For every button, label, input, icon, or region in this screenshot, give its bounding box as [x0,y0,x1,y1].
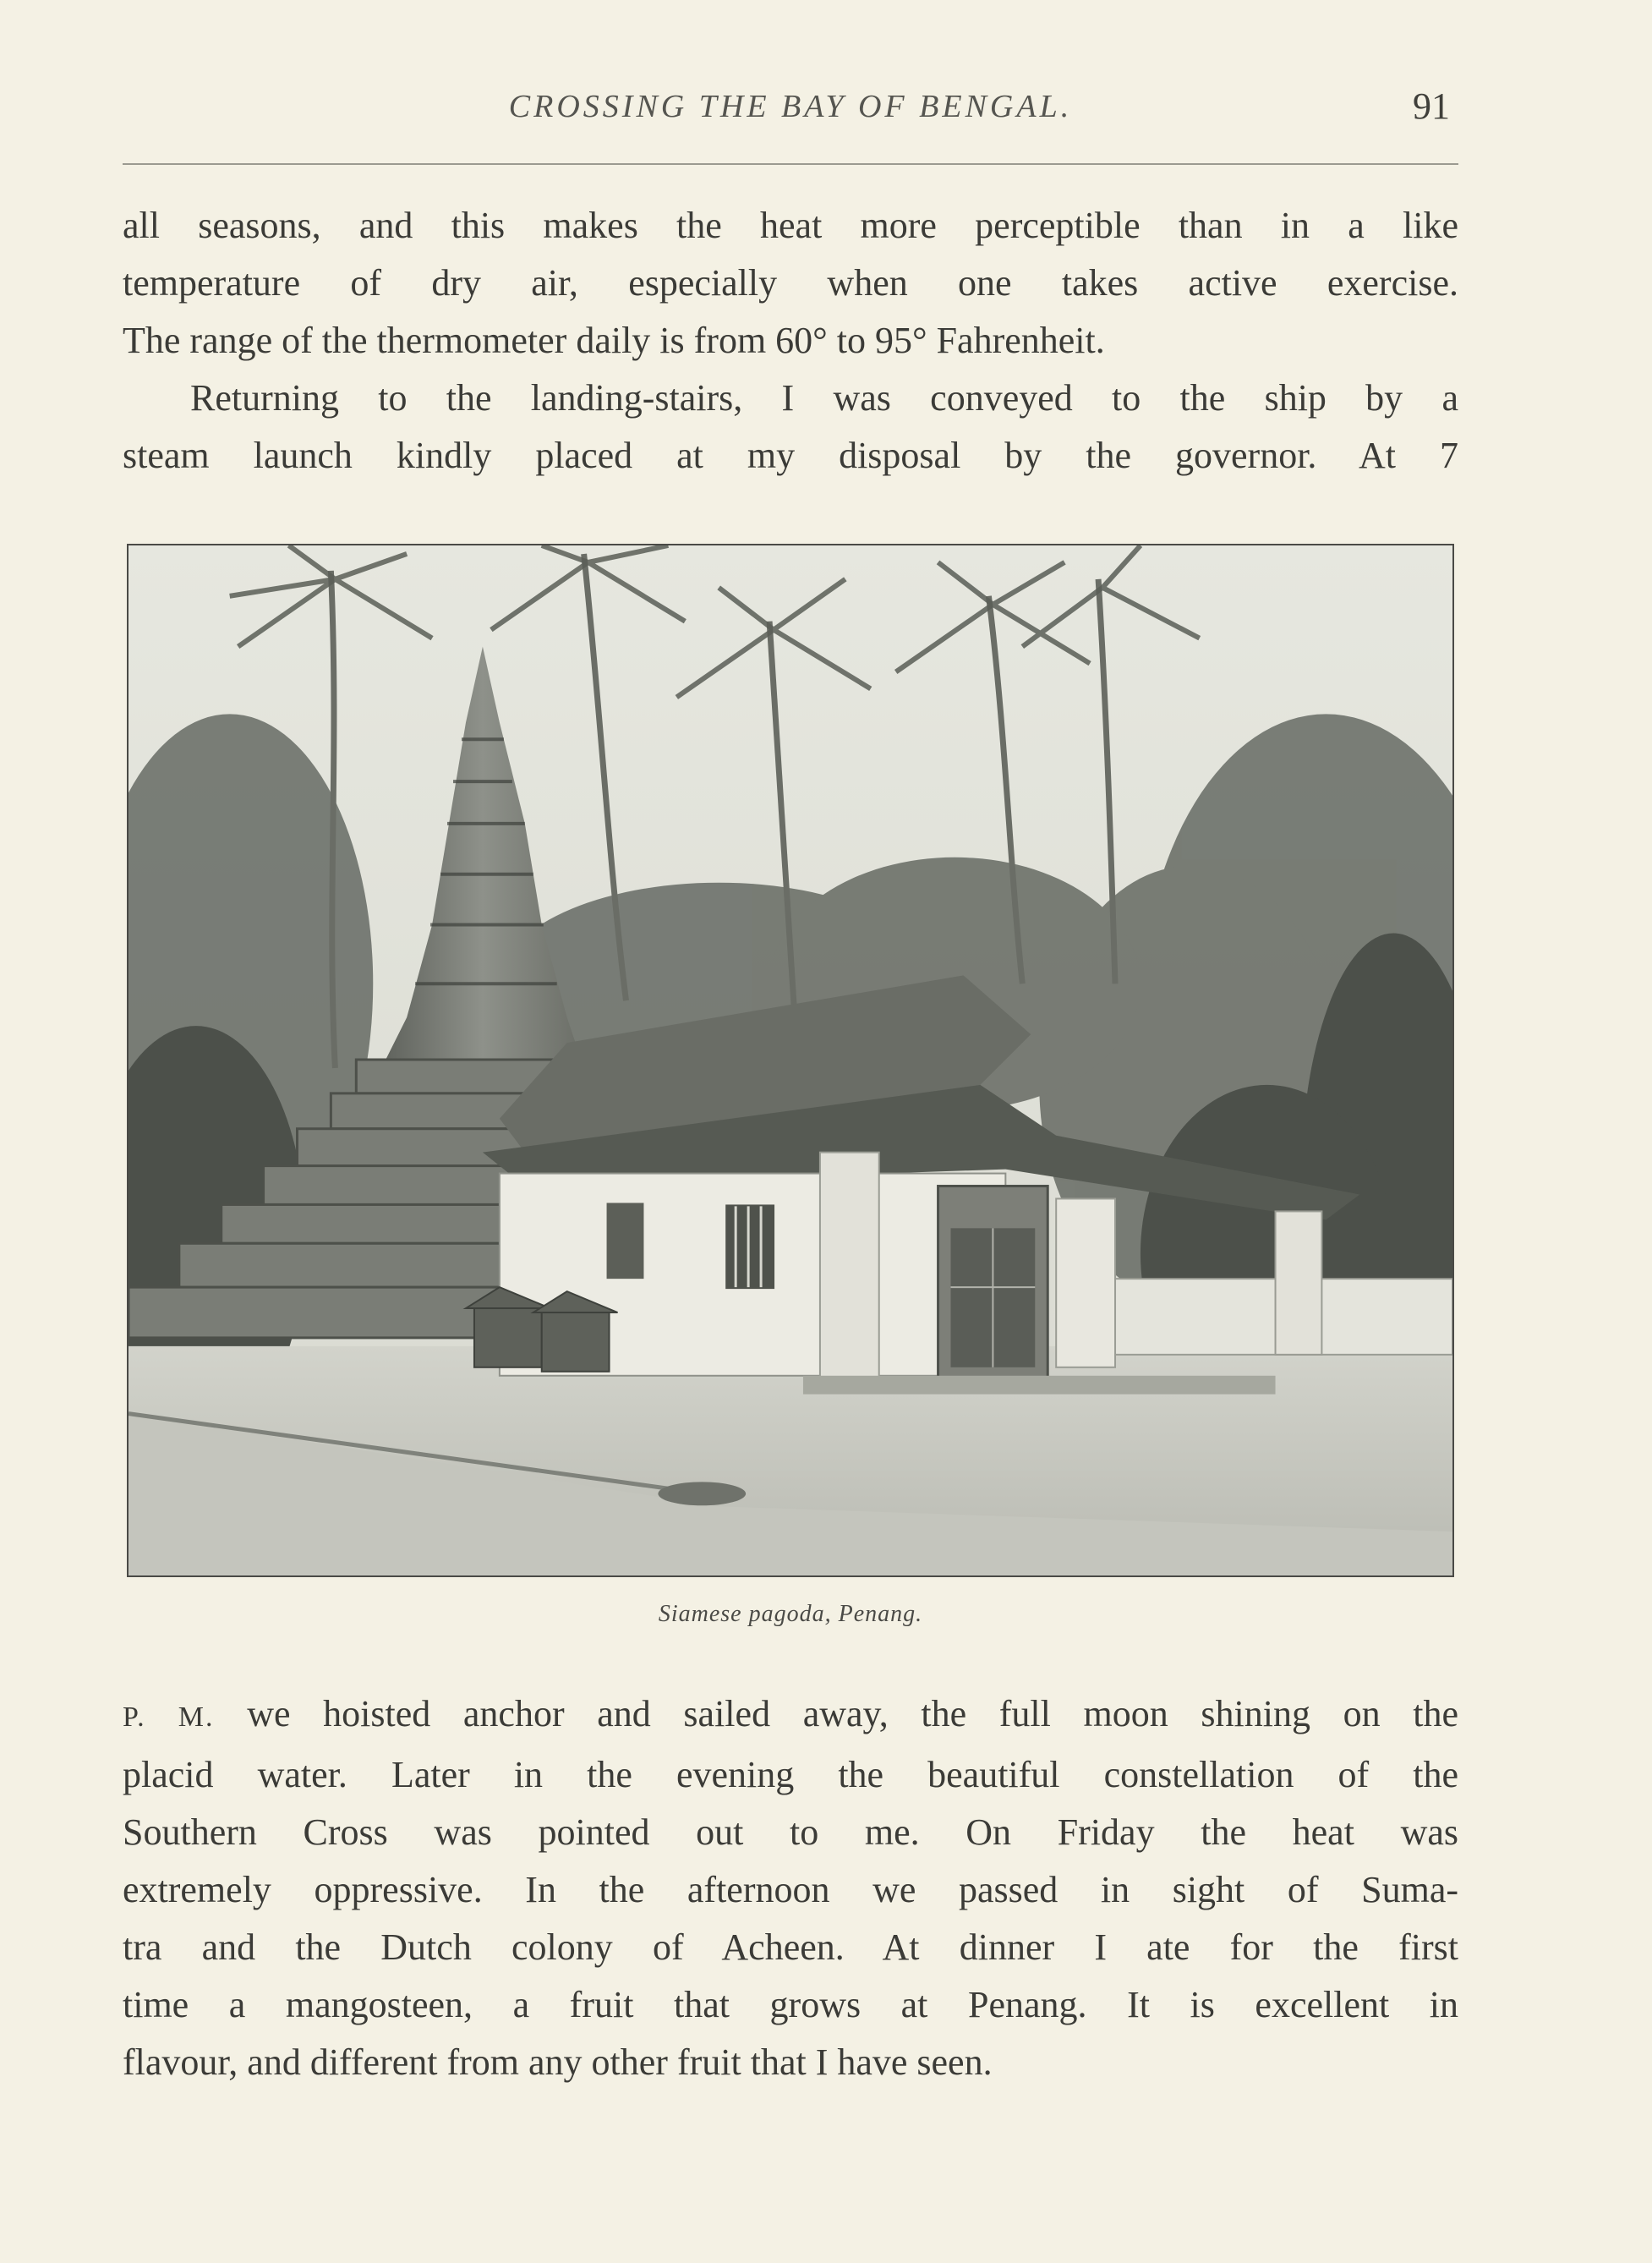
text-line: time a mangosteen, a fruit that grows at Penang. It is excellent in [123,1984,1458,2025]
running-title: CROSSING THE BAY OF BENGAL. [508,89,1073,124]
text-line [123,1685,1458,1746]
paragraph-text [123,1685,1458,2091]
running-head [123,85,1458,135]
photograph-siamese-pagoda [127,544,1454,1577]
text-line: extremely oppressive. In the afternoon we passed in sight of Suma- [123,1869,1458,1910]
text-line: flavour, and different from any other fruit that I have seen. [123,2041,993,2083]
text-line: Southern Cross was pointed out to me. On Friday the heat was [123,1811,1458,1853]
text-run: we hoisted anchor and sailed away, the full moon shining on the [247,1693,1459,1734]
page-number: 91 [1413,85,1450,127]
text-line: Returning to the landing-stairs, I was conveyed to the ship by a [190,377,1458,419]
header-rule [123,163,1458,165]
text-line: all seasons, and this makes the heat more perceptible than in a like [123,205,1458,246]
smallcaps-lead: P. M. [123,1701,215,1733]
text-line: tra and the Dutch colony of Acheen. At dinner I ate for the first [123,1926,1458,1968]
text-line: placid water. Later in the evening the beautiful constellation of the [123,1754,1458,1795]
text-line: temperature of dry air, especially when one takes active exercise. [123,262,1458,304]
pagoda-illustration [129,545,1452,1575]
text-line: The range of the thermometer daily is from 60° to 95° Fahrenheit. [123,320,1105,361]
figure-caption: Siamese pagoda, Penang. [658,1601,923,1627]
text-line: steam launch kindly placed at my disposal by the governor. At 7 [123,435,1458,476]
paragraph-continued [123,197,1458,485]
